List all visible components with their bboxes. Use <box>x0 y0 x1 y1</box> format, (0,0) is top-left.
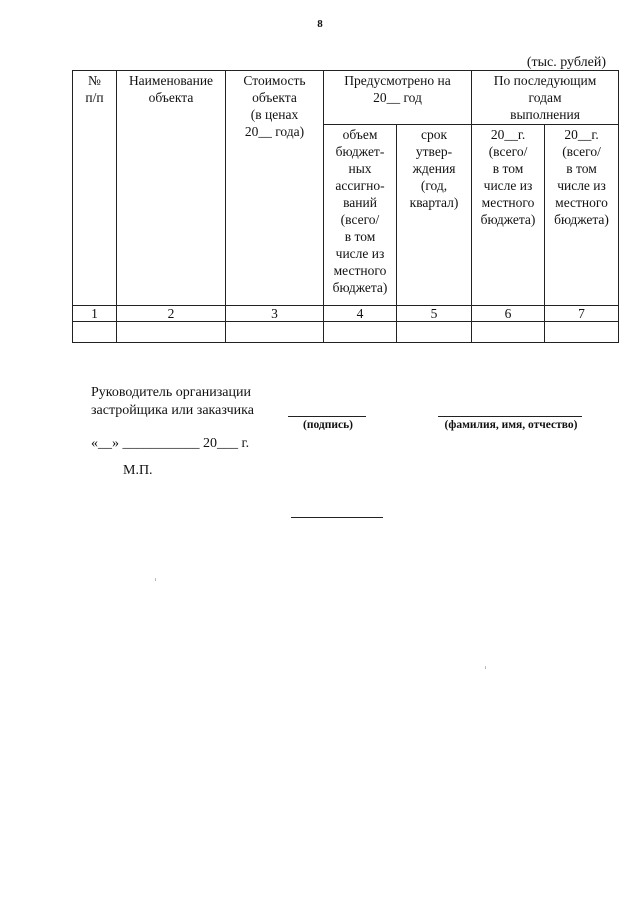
header-budget-allocations: объем бюджет- ных ассигно- ваний (всего/ в том числе из местного бюджета) <box>324 125 397 306</box>
header-object-name: Наименование объекта <box>117 71 226 306</box>
stamp-label: М.П. <box>123 463 153 478</box>
signature-line <box>288 416 366 417</box>
table-row <box>73 322 619 343</box>
column-number: 7 <box>545 306 619 322</box>
column-number: 1 <box>73 306 117 322</box>
units-label: (тыс. рублей) <box>526 55 606 70</box>
table-cell <box>545 322 619 343</box>
table-cell <box>226 322 324 343</box>
name-caption: (фамилия, имя, отчество) <box>444 419 578 431</box>
table-cell <box>397 322 472 343</box>
table-cell <box>73 322 117 343</box>
signer-title-line1: Руководитель организации <box>91 385 251 400</box>
column-numbers-row <box>73 306 619 322</box>
signer-title-line2: застройщика или заказчика <box>91 403 254 418</box>
scan-speck <box>485 666 486 669</box>
scan-speck <box>155 578 156 581</box>
signature-caption: (подпись) <box>303 419 353 431</box>
column-number: 2 <box>117 306 226 322</box>
header-planned-year: Предусмотрено на 20__ год <box>324 71 472 125</box>
table-cell <box>324 322 397 343</box>
column-number: 6 <box>472 306 545 322</box>
table-cell <box>472 322 545 343</box>
header-number: № п/п <box>73 71 117 306</box>
end-divider <box>291 517 383 518</box>
header-following-years: По последующим годам выполнения <box>472 71 619 125</box>
name-line <box>438 416 582 417</box>
page-number: 8 <box>317 18 323 30</box>
signer-block <box>91 384 254 420</box>
header-year-1: 20__г. (всего/ в том числе из местного бюджета) <box>472 125 545 306</box>
header-year-2: 20__г. (всего/ в том числе из местного бюджета) <box>545 125 619 306</box>
date-line: «__» ___________ 20___ г. <box>91 436 250 451</box>
budget-table <box>72 70 619 343</box>
column-number: 3 <box>226 306 324 322</box>
header-object-cost: Стоимость объекта (в ценах 20__ года) <box>226 71 324 306</box>
header-approval-term: срок утвер- ждения (год, квартал) <box>397 125 472 306</box>
column-number: 4 <box>324 306 397 322</box>
table-cell <box>117 322 226 343</box>
column-number: 5 <box>397 306 472 322</box>
